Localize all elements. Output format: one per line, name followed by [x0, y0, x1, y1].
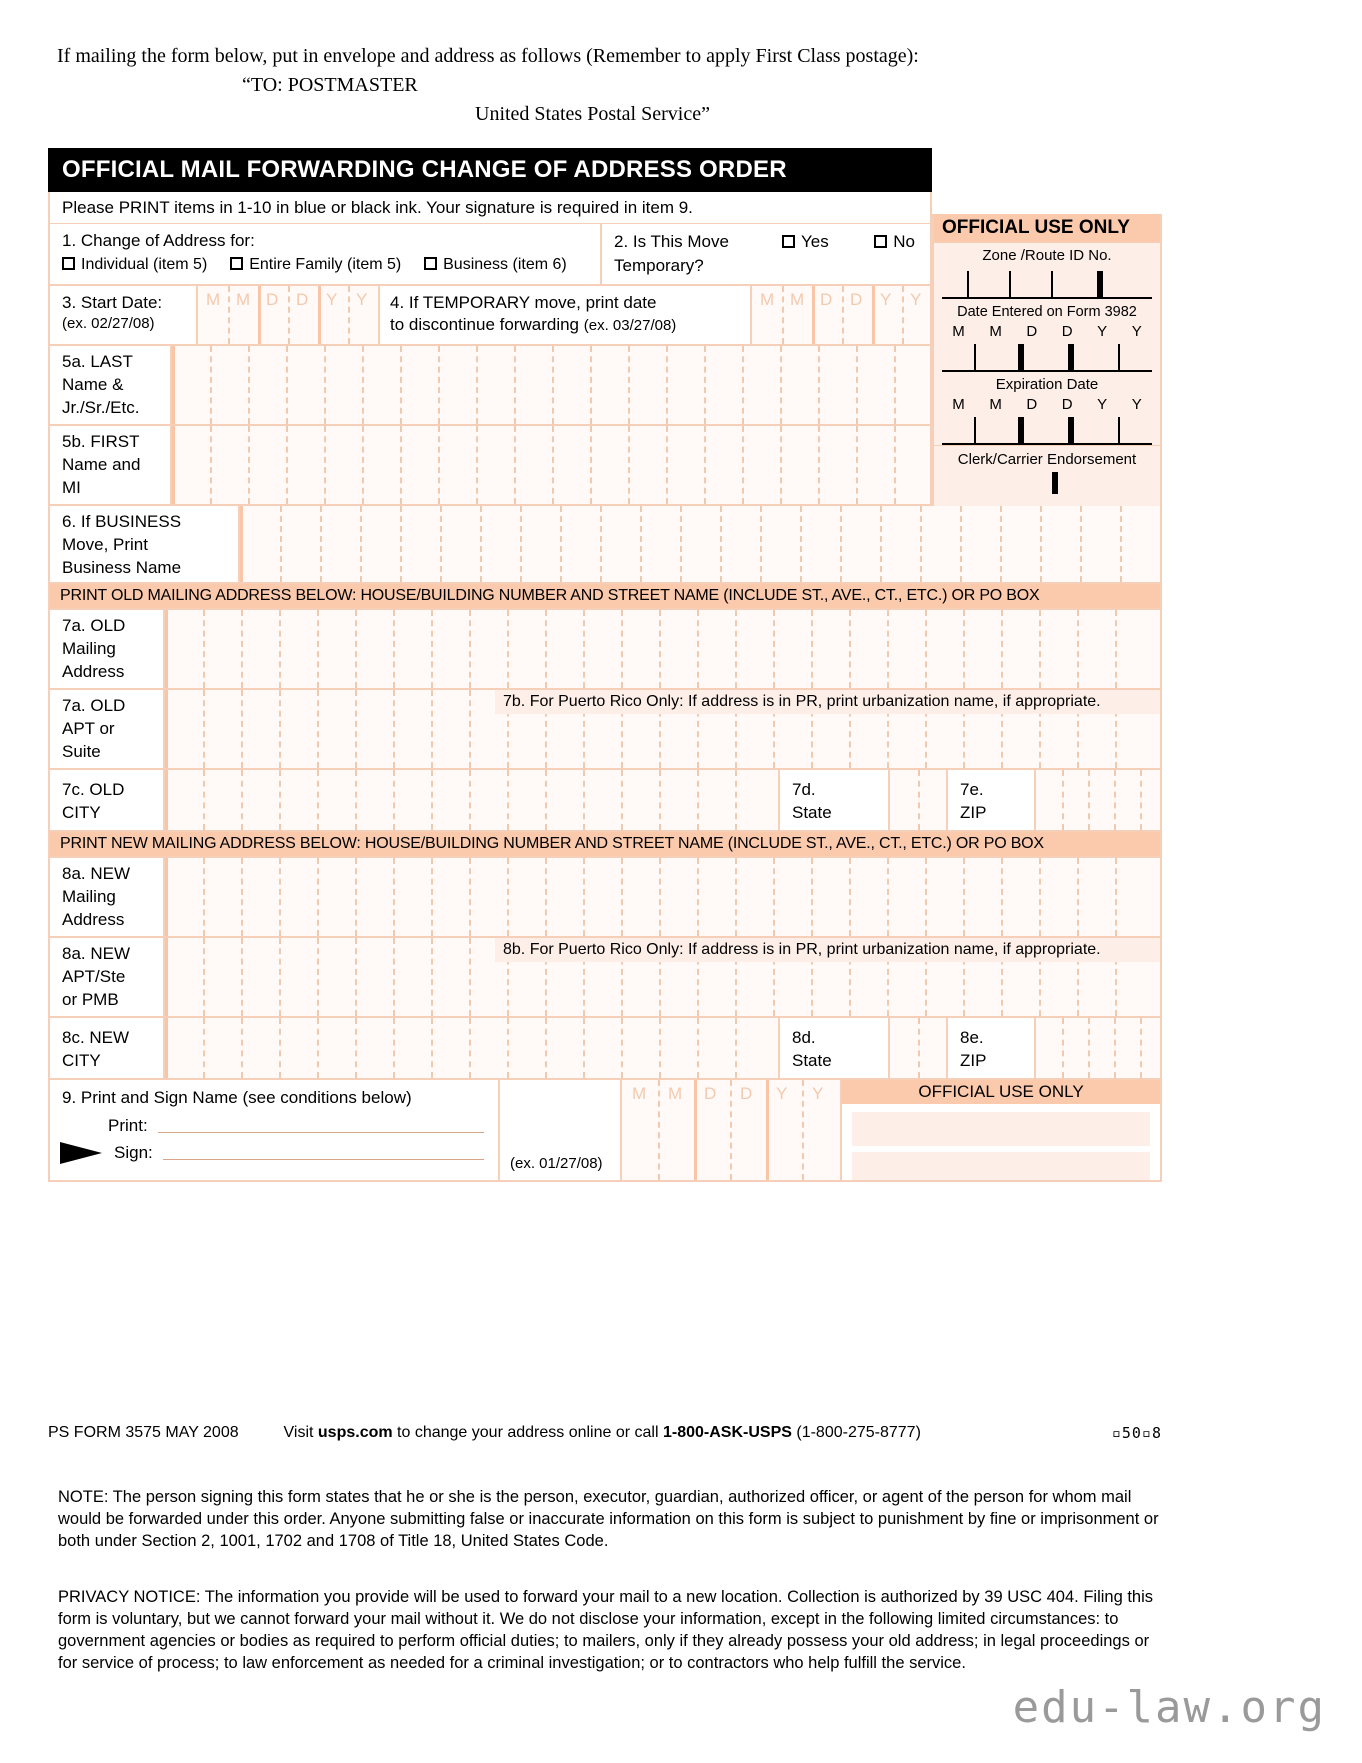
mailing-instructions: [0, 0, 1362, 129]
form-left-column: [48, 192, 932, 506]
clerk-carrier-endorsement-label: Clerk/Carrier Endorsement: [934, 445, 1160, 470]
item9-date-field[interactable]: M M D D Y Y: [620, 1080, 840, 1182]
mailing-instruction-line-3: United States Postal Service”: [475, 103, 710, 125]
item7a-addr-line1: 7a. OLD: [62, 616, 126, 635]
row-item1-item2: [48, 224, 932, 286]
item5b-line1: 5b. FIRST: [62, 432, 140, 451]
item7c-city-field[interactable]: [163, 770, 778, 832]
item1-label: 1. Change of Address for:: [62, 231, 255, 250]
item7d-line1: 7d.: [792, 780, 816, 799]
item2-options: [782, 224, 915, 284]
item6-line2: Move, Print: [62, 535, 148, 554]
form-footer: [48, 1424, 1162, 1442]
usps-phone-numeric: (1-800-275-8777): [791, 1424, 921, 1441]
row-item9: [48, 1080, 1162, 1182]
zone-route-label: Zone /Route ID No.: [982, 247, 1112, 264]
official-use-header: OFFICIAL USE ONLY: [934, 214, 1160, 243]
item3-date-field[interactable]: M M D D Y Y: [196, 286, 378, 346]
letter-y2: Y: [1131, 396, 1142, 413]
item5a-line1: 5a. LAST: [62, 352, 133, 371]
note-text: NOTE: The person signing this form states that he or she is the person, executor, guardian, authorized officer, or agent of the person for whom mail would be forwarded under this order. Anyone submitting false or inaccurate information on this form is subject to punishment by fine or imprisonment or both under Section 2, 1001, 1702 and 1708 of Title 18, United States Code.: [58, 1488, 1159, 1550]
item1-option-entire-family: Entire Family (item 5): [249, 256, 402, 273]
letter-m1: M: [952, 396, 965, 413]
expiration-date-field[interactable]: [942, 413, 1152, 445]
item8b-puerto-rico-note: 8b. For Puerto Rico Only: If address is in PR, print urbanization name, if appropriate.: [495, 938, 1160, 962]
item6-label-cell: [48, 506, 238, 584]
item9-example-cell: [498, 1080, 620, 1182]
form-code: ▫50▫8: [1111, 1424, 1162, 1442]
item7a-apt-field[interactable]: [163, 690, 1162, 770]
item2-yes-label: Yes: [801, 232, 829, 251]
new-address-band: PRINT NEW MAILING ADDRESS BELOW: HOUSE/BUILDING NUMBER AND STREET NAME (INCLUDE ST., AVE., CT., ETC.) OR PO BOX: [48, 832, 1162, 858]
item4-label-cell: [378, 286, 750, 346]
header-spacer: [932, 148, 1162, 192]
item5b-label-cell: [48, 426, 170, 506]
item9-official-use-header: OFFICIAL USE ONLY: [842, 1080, 1160, 1104]
official-use-panel: [932, 214, 1162, 536]
item5a-field[interactable]: [170, 346, 932, 426]
item4-line2: to discontinue forwarding: [390, 315, 580, 334]
item7a-address-label-cell: [48, 610, 163, 690]
letter-y1: Y: [1097, 323, 1108, 340]
item7e-zip-field[interactable]: [1034, 770, 1162, 832]
item7a-apt-line3: Suite: [62, 742, 101, 761]
item9-sign-row: [50, 1136, 498, 1164]
sign-here-arrow-icon: [60, 1142, 102, 1164]
item8a-apt-label-cell: [48, 938, 163, 1018]
item9-print-input[interactable]: [158, 1117, 484, 1133]
old-address-band: PRINT OLD MAILING ADDRESS BELOW: HOUSE/BUILDING NUMBER AND STREET NAME (INCLUDE ST., AVE., CT., ETC.) OR PO BOX: [48, 584, 1162, 610]
item8e-line1: 8e.: [960, 1028, 984, 1047]
mailing-instruction-line-1: If mailing the form below, put in envelope and address as follows (Remember to apply First Class postage):: [57, 45, 919, 67]
item9-signature-cell: [48, 1080, 498, 1182]
item8a-addr-line3: Address: [62, 910, 125, 929]
item7a-apt-line2: APT or: [62, 719, 115, 738]
checkbox-box-icon: [424, 257, 437, 270]
item8e-zip-field[interactable]: [1034, 1018, 1162, 1080]
item6-line3: Business Name: [62, 558, 182, 577]
item7e-line1: 7e.: [960, 780, 984, 799]
row-item8a-apt: [48, 938, 1162, 1018]
item8a-apt-line1: 8a. NEW: [62, 944, 131, 963]
item9-sign-label: Sign:: [114, 1143, 153, 1162]
letter-m2: M: [989, 396, 1002, 413]
checkbox-individual[interactable]: [62, 256, 81, 273]
item6-line1: 6. If BUSINESS: [62, 512, 182, 531]
row-item7c-7d-7e: [48, 770, 1162, 832]
item8c-label-cell: [48, 1018, 163, 1080]
item1-options: [50, 256, 600, 282]
item7a-address-field[interactable]: [163, 610, 1162, 690]
form-header-row: [48, 148, 1162, 192]
item2-no-label: No: [893, 232, 915, 251]
checkbox-temporary-yes[interactable]: [782, 232, 801, 251]
letter-y2: Y: [1131, 323, 1142, 340]
item2-label-line1: 2. Is This Move: [614, 232, 729, 251]
item8d-line2: State: [792, 1051, 832, 1070]
item8e-label-cell: [946, 1018, 1034, 1080]
checkbox-entire-family[interactable]: [230, 256, 249, 273]
item9-official-use-box-1[interactable]: [852, 1112, 1150, 1146]
item7c-line2: CITY: [62, 803, 101, 822]
item9-example: (ex. 01/27/08): [510, 1155, 603, 1172]
item8d-state-field[interactable]: [888, 1018, 946, 1080]
row-item7a-apt: [48, 690, 1162, 770]
item9-sign-input[interactable]: [163, 1144, 484, 1160]
letter-m1: M: [952, 323, 965, 340]
date-entered-field[interactable]: [942, 340, 1152, 372]
letter-d1: D: [1026, 323, 1038, 340]
checkbox-temporary-no[interactable]: [874, 232, 893, 251]
item4-line1: 4. If TEMPORARY move, print date: [390, 293, 657, 312]
item8a-apt-line2: APT/Ste: [62, 967, 126, 986]
usps-phone: 1-800-ASK-USPS: [662, 1424, 792, 1441]
item1-option-individual: Individual (item 5): [81, 256, 208, 273]
item7b-puerto-rico-note: 7b. For Puerto Rico Only: If address is in PR, print urbanization name, if appropriate.: [495, 690, 1160, 714]
item5b-line2: Name and: [62, 455, 141, 474]
item8a-apt-field[interactable]: [163, 938, 1162, 1018]
visit-pre: Visit: [283, 1424, 318, 1441]
item3-label-cell: [48, 286, 196, 346]
coa-form: [48, 148, 1162, 1182]
letter-m2: M: [989, 323, 1002, 340]
item1-cell: [48, 224, 600, 286]
item9-print-row: [50, 1108, 498, 1136]
item8a-address-label-cell: [48, 858, 163, 938]
item7d-line2: State: [792, 803, 832, 822]
item7d-state-field[interactable]: [888, 770, 946, 832]
item8d-label-cell: [778, 1018, 888, 1080]
checkbox-business[interactable]: [424, 256, 443, 273]
letter-d1: D: [1026, 396, 1038, 413]
row-item8a-address: [48, 858, 1162, 938]
item7c-line1: 7c. OLD: [62, 780, 125, 799]
item4-example: (ex. 03/27/08): [583, 317, 677, 334]
usps-site-link[interactable]: usps.com: [317, 1424, 393, 1441]
item8a-apt-line3: or PMB: [62, 990, 119, 1009]
row-item6: [48, 506, 1162, 584]
item7e-line2: ZIP: [960, 803, 987, 822]
row-item3-item4: [48, 286, 932, 346]
item8a-addr-line2: Mailing: [62, 887, 116, 906]
visit-mid: to change your address online or call: [392, 1424, 663, 1441]
item7a-addr-line3: Address: [62, 662, 125, 681]
date-entered-label: Date Entered on Form 3982: [957, 304, 1137, 320]
row-item8c-8d-8e: [48, 1018, 1162, 1080]
row-item5a: [48, 346, 932, 426]
item3-label: 3. Start Date:: [62, 293, 163, 312]
item8c-line1: 8c. NEW: [62, 1028, 130, 1047]
letter-y1: Y: [1097, 396, 1108, 413]
item4-date-field[interactable]: M M D D Y Y: [750, 286, 932, 346]
privacy-notice-text: PRIVACY NOTICE: The information you provide will be used to forward your mail to a new location. Collection is authorized by 39 USC 404. Filing this form is voluntary, but we cannot forward your mail without it. We do not disclose your information, except in the following limited circumstances: to government agencies or bodies as required to perform official duties; to mailers, only if they already possess your old address; in legal proceedings or for service of process; to law enforcement as needed for a criminal investigation; or to contractors who help fulfill the service.: [58, 1588, 1154, 1672]
item9-official-use-cell: [840, 1080, 1162, 1182]
item2-label: [602, 224, 782, 284]
date-entered-letters: [934, 321, 1160, 340]
item6-field[interactable]: [238, 506, 1162, 584]
row-item7a-address: [48, 610, 1162, 690]
expiration-letters: [934, 394, 1160, 413]
checkbox-box-icon: [230, 257, 243, 270]
item7e-label-cell: [946, 770, 1034, 832]
checkbox-box-icon: [62, 257, 75, 270]
mailing-instruction-line-2: “TO: POSTMASTER: [242, 74, 418, 96]
item5b-field[interactable]: [170, 426, 932, 506]
item8d-line1: 8d.: [792, 1028, 816, 1047]
zone-route-field[interactable]: [942, 265, 1152, 299]
item8c-line2: CITY: [62, 1051, 101, 1070]
item5b-line3: MI: [62, 478, 81, 497]
item5a-line2: Name &: [62, 375, 124, 394]
item7a-addr-line2: Mailing: [62, 639, 116, 658]
form-id: PS FORM 3575 MAY 2008: [48, 1424, 239, 1441]
print-instruction: Please PRINT items in 1-10 in blue or black ink. Your signature is required in item 9.: [48, 192, 932, 224]
item5a-line3: Jr./Sr./Etc.: [62, 398, 140, 417]
checkbox-box-icon: [874, 235, 887, 248]
expiration-date-label: Expiration Date: [995, 376, 1099, 393]
item8c-city-field[interactable]: [163, 1018, 778, 1080]
item7c-label-cell: [48, 770, 163, 832]
letter-d2: D: [1061, 323, 1073, 340]
letter-d2: D: [1061, 396, 1073, 413]
item7a-apt-label-cell: [48, 690, 163, 770]
item5a-label-cell: [48, 346, 170, 426]
item2-label-line2: Temporary?: [614, 256, 704, 275]
item9-print-label: Print:: [108, 1116, 148, 1135]
clerk-carrier-endorsement-field[interactable]: [934, 470, 1160, 496]
item8e-line2: ZIP: [960, 1051, 987, 1070]
item3-example: (ex. 02/27/08): [62, 315, 155, 332]
form-title: OFFICIAL MAIL FORWARDING CHANGE OF ADDRESS ORDER: [48, 148, 932, 192]
checkbox-box-icon: [782, 235, 795, 248]
item8a-addr-line1: 8a. NEW: [62, 864, 131, 883]
item9-label: 9. Print and Sign Name (see conditions below): [62, 1088, 412, 1107]
row-item5b: [48, 426, 932, 506]
item1-option-business: Business (item 6): [443, 256, 567, 273]
item8a-address-field[interactable]: [163, 858, 1162, 938]
watermark: edu-law.org: [1012, 1682, 1326, 1733]
item7d-label-cell: [778, 770, 888, 832]
item7a-apt-line1: 7a. OLD: [62, 696, 126, 715]
item9-official-use-box-2[interactable]: [852, 1152, 1150, 1180]
item2-cell: [600, 224, 932, 286]
